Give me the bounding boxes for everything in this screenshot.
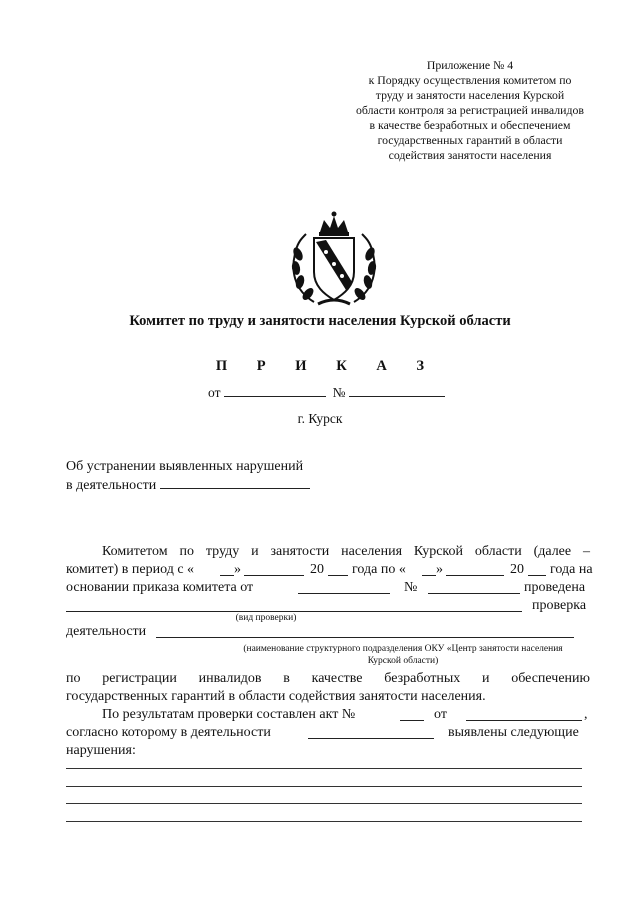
organization-name: Комитет по труду и занятости населения Курской области bbox=[129, 313, 511, 329]
basis-number-blank[interactable] bbox=[428, 581, 520, 594]
body-text: комитет) в период с « bbox=[66, 562, 195, 577]
body-text: основании приказа комитета от bbox=[66, 580, 254, 595]
paragraph-1 bbox=[66, 543, 593, 615]
check-type-blank[interactable] bbox=[66, 599, 522, 612]
end-month-blank[interactable] bbox=[446, 563, 504, 576]
subject-line: Об устранении выявленных нарушений bbox=[66, 459, 304, 474]
appendix-line: труду и занятости населения Курской bbox=[375, 88, 565, 102]
body-line: по регистрации инвалидов в качестве безработных и обеспечению bbox=[66, 671, 590, 686]
number-blank[interactable] bbox=[349, 384, 445, 397]
body-text: 20 bbox=[510, 562, 524, 577]
date-blank[interactable] bbox=[224, 384, 326, 397]
basis-date-blank[interactable] bbox=[298, 581, 390, 594]
number-prefix: № bbox=[332, 385, 346, 400]
violation-line[interactable] bbox=[66, 821, 582, 822]
order-date-number-line bbox=[208, 384, 445, 401]
violation-line[interactable] bbox=[66, 768, 582, 769]
body-text: согласно которому в деятельности bbox=[66, 725, 271, 740]
body-text: выявлены следующие bbox=[448, 725, 579, 740]
body-text: от bbox=[434, 707, 447, 722]
violation-line[interactable] bbox=[66, 803, 582, 804]
appendix-line: к Порядку осуществления комитетом по bbox=[368, 73, 572, 87]
paragraph-2 bbox=[66, 706, 590, 760]
body-text: » bbox=[234, 562, 241, 577]
paragraph-1-end bbox=[66, 670, 590, 706]
basis-line bbox=[66, 579, 590, 597]
appendix-line: Приложение № 4 bbox=[426, 58, 514, 72]
order-subject bbox=[66, 458, 310, 495]
start-year-blank[interactable] bbox=[328, 563, 348, 576]
subject-line: в деятельности bbox=[66, 478, 157, 493]
end-day-blank[interactable] bbox=[422, 563, 436, 576]
body-text: года по « bbox=[352, 562, 406, 577]
end-year-blank[interactable] bbox=[528, 563, 546, 576]
body-text: , bbox=[584, 707, 588, 722]
body-text: проверка bbox=[532, 598, 587, 613]
date-prefix: от bbox=[208, 385, 221, 400]
act-date-blank[interactable] bbox=[466, 708, 582, 721]
violation-line[interactable] bbox=[66, 786, 582, 787]
start-day-blank[interactable] bbox=[220, 563, 234, 576]
violation-org-blank[interactable] bbox=[308, 726, 434, 739]
order-title: П Р И К А З bbox=[215, 358, 438, 374]
city: г. Курск bbox=[297, 411, 343, 426]
body-text: деятельности bbox=[66, 624, 147, 639]
body-line: нарушения: bbox=[66, 743, 136, 758]
check-type-hint: (вид проверки) bbox=[235, 613, 297, 623]
appendix-line: области контроля за регистрацией инвалидов bbox=[356, 103, 584, 117]
appendix-line: государственных гарантий в области bbox=[377, 133, 563, 147]
body-line: Комитетом по труду и занятости населения Курской области (далее – bbox=[102, 544, 590, 559]
body-text: 20 bbox=[310, 562, 324, 577]
subject-org-blank[interactable] bbox=[160, 476, 310, 489]
body-text: » bbox=[436, 562, 443, 577]
body-text: № bbox=[404, 580, 418, 595]
coat-of-arms-icon bbox=[284, 210, 384, 310]
division-blank[interactable] bbox=[156, 625, 574, 638]
act-number-blank[interactable] bbox=[400, 708, 424, 721]
body-text: года на bbox=[550, 562, 593, 577]
body-line: государственных гарантий в области содействия занятости населения. bbox=[66, 689, 486, 704]
according-line bbox=[66, 724, 590, 742]
division-hint: (наименование структурного подразделения ОКУ «Центр занятости населения Курской области) bbox=[243, 644, 563, 666]
body-text: проведена bbox=[524, 580, 586, 595]
period-line bbox=[66, 561, 593, 579]
start-month-blank[interactable] bbox=[244, 563, 304, 576]
appendix-line: в качестве безработных и обеспечением bbox=[369, 118, 571, 132]
activity-line bbox=[66, 623, 590, 641]
appendix-line: содействия занятости населения bbox=[388, 148, 552, 162]
act-line bbox=[66, 706, 590, 724]
body-text: По результатам проверки составлен акт № bbox=[102, 707, 356, 722]
appendix-header bbox=[320, 58, 620, 163]
